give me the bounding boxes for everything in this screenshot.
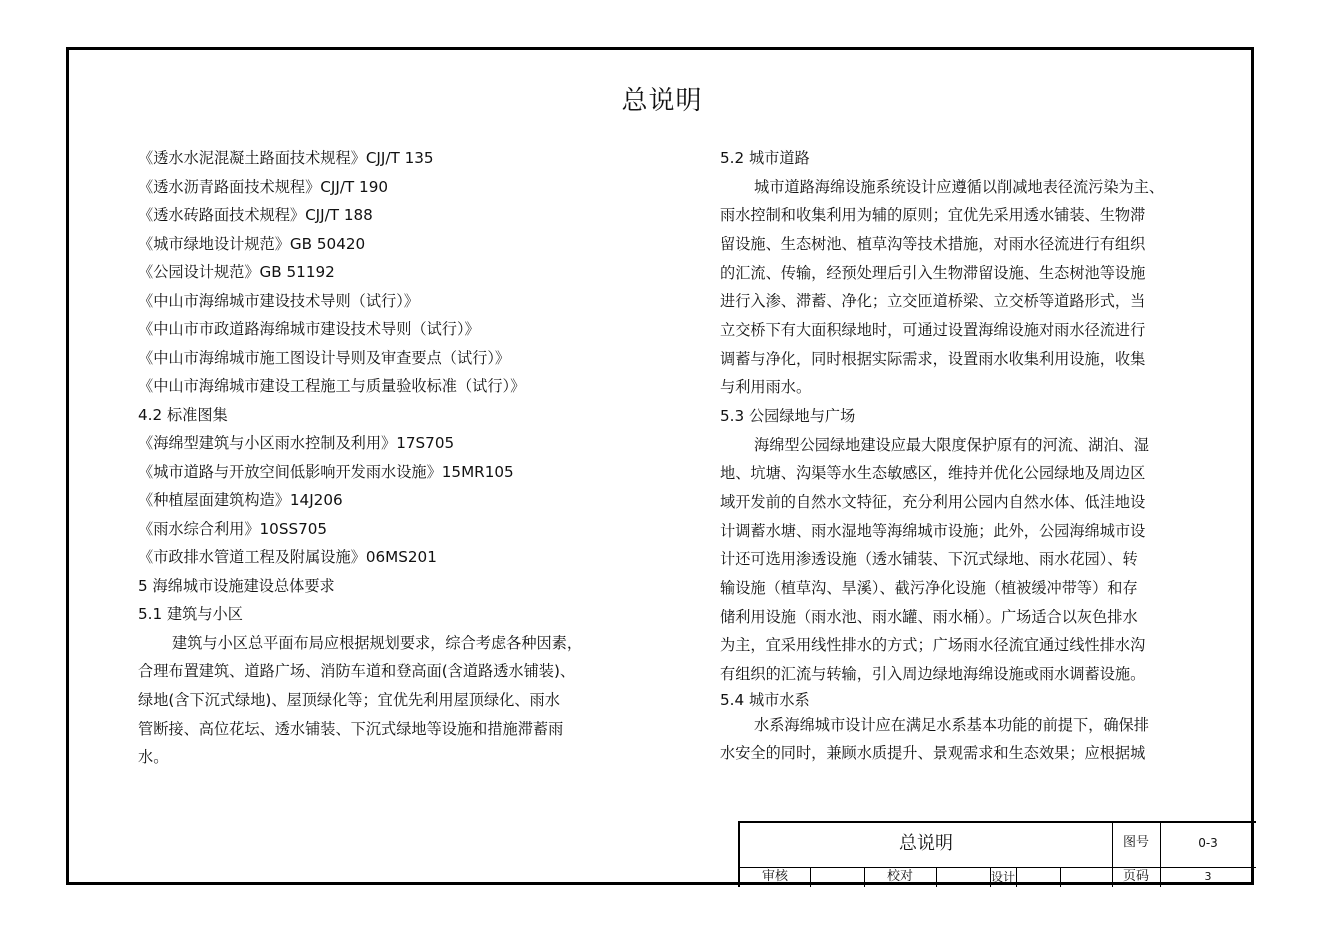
drawing-number-label: 图号 [1122,835,1149,850]
paragraph-line: 地、坑塘、沟渠等水生态敏感区，维持并优化公园绿地及周边区 [720,464,1146,483]
reference-line: 《中山市市政道路海绵城市建设技术导则（试行）》 [138,320,480,338]
reference-line: 《海绵型建筑与小区雨水控制及利用》17S705 [138,434,455,452]
right-column [720,144,1200,768]
paragraph-line: 计调蓄水塘、雨水湿地等海绵城市设施；此外，公园海绵城市设 [720,521,1146,540]
page-number-label: 页码 [1122,869,1149,884]
paragraph-line: 水系海绵城市设计应在满足水系基本功能的前提下，确保排 [754,715,1149,734]
section-heading: 5 海绵城市设施建设总体要求 [138,576,335,595]
paragraph-line: 雨水控制和收集利用为辅的原则；宜优先采用透水铺装、生物滞 [720,206,1146,225]
reference-line: 《中山市海绵城市施工图设计导则及审查要点（试行）》 [138,348,511,367]
paragraph-line: 进行入渗、滞蓄、净化；立交匝道桥梁、立交桥等道路形式，当 [720,292,1146,311]
title-block-divider [810,867,811,887]
paragraph-line: 有组织的汇流与转输，引入周边绿地海绵设施或雨水调蓄设施。 [720,665,1146,683]
section-heading: 5.1 建筑与小区 [138,605,243,623]
paragraph-line: 与利用雨水。 [720,378,812,397]
reference-line: 《市政排水管道工程及附属设施》06MS201 [138,548,437,566]
title-block-name: 总说明 [899,833,953,854]
title-block [738,821,1256,887]
paragraph-line: 的汇流、传输，经预处理后引入生物滞留设施、生态树池等设施 [720,263,1146,282]
design-label: 设计 [990,870,1015,884]
check-label: 校对 [886,869,913,884]
paragraph-line: 立交桥下有大面积绿地时，可通过设置海绵设施对雨水径流进行 [720,320,1146,339]
title-block-divider [1016,867,1017,887]
paragraph-line: 计还可选用渗透设施（透水铺装、下沉式绿地、雨水花园）、转 [720,550,1138,569]
paragraph-line: 水安全的同时，兼顾水质提升、景观需求和生态效果；应根据城 [720,744,1146,763]
drawing-number: 0-3 [1198,836,1218,850]
paragraph-line: 调蓄与净化，同时根据实际需求，设置雨水收集利用设施，收集 [720,349,1146,368]
paragraph-line: 储利用设施（雨水池、雨水罐、雨水桶）。广场适合以灰色排水 [720,607,1138,626]
reference-line: 《城市道路与开放空间低影响开发雨水设施》15MR105 [138,462,514,481]
paragraph-line: 建筑与小区总平面布局应根据规划要求，综合考虑各种因素， [172,633,583,652]
reference-line: 《中山市海绵城市建设工程施工与质量验收标准（试行）》 [138,377,526,395]
reference-line: 《雨水综合利用》10SS705 [138,519,328,538]
review-label: 审核 [761,869,788,884]
paragraph-line: 管断接、高位花坛、透水铺装、下沉式绿地等设施和措施滞蓄雨 [138,719,564,738]
paragraph-line: 输设施（植草沟、旱溪）、截污净化设施（植被缓冲带等）和存 [720,578,1138,597]
section-heading: 4.2 标准图集 [138,405,228,424]
reference-line: 《城市绿地设计规范》GB 50420 [138,234,366,253]
title-block-divider [1060,867,1061,887]
reference-line: 《透水水泥混凝土路面技术规程》CJJ/T 135 [138,149,434,167]
left-column [138,144,618,772]
paragraph-line: 水。 [138,748,169,767]
reference-line: 《透水砖路面技术规程》CJJ/T 188 [138,206,373,224]
paragraph-line: 域开发前的自然水文特征，充分利用公园内自然水体、低洼地设 [720,492,1146,511]
paragraph-line: 为主，宜采用线性排水的方式；广场雨水径流宜通过线性排水沟 [720,636,1146,655]
paragraph-line: 城市道路海绵设施系统设计应遵循以削减地表径流污染为主、 [754,177,1165,196]
paragraph-line: 绿地(含下沉式绿地)、屋顶绿化等；宜优先利用屋顶绿化、雨水 [138,690,560,709]
reference-line: 《种植屋面建筑构造》14J206 [138,491,343,509]
reference-line: 《透水沥青路面技术规程》CJJ/T 190 [138,177,389,196]
section-heading: 5.2 城市道路 [720,149,810,167]
section-heading: 5.3 公园绿地与广场 [720,407,856,425]
title-block-divider [936,867,937,887]
paragraph-line: 合理布置建筑、道路广场、消防车道和登高面(含道路透水铺装)、 [138,662,576,681]
section-heading: 5.4 城市水系 [720,690,810,709]
paragraph-line: 留设施、生态树池、植草沟等技术措施，对雨水径流进行有组织 [720,234,1146,253]
paragraph-line: 海绵型公园绿地建设应最大限度保护原有的河流、湖泊、湿 [754,435,1149,454]
reference-line: 《中山市海绵城市建设技术导则（试行）》 [138,291,419,310]
page-number: 3 [1204,870,1212,883]
page-title: 总说明 [621,86,703,116]
reference-line: 《公园设计规范》GB 51192 [138,263,335,281]
